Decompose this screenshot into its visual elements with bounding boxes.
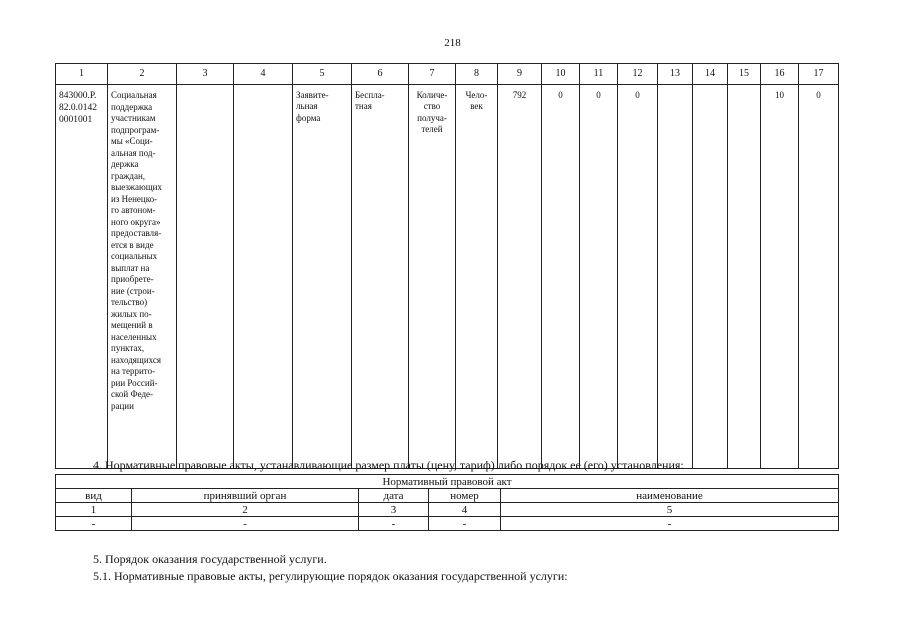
service-description-cell: Социальная поддержка участникам подпрограм- мы «Соци- альная под- держка граждан, выезжающих из Ненецко- го автоном- ного округа» предоставля- ется в виде социальных выплат на приобрете- ние (строи- тельство) жилых по- мещений в населенных пунктах, находящихся на террито- рии Россий- ской Феде- рации	[108, 85, 177, 469]
table-header-row	[56, 489, 839, 503]
section-5-heading: 5. Порядок оказания государственной услуги.	[93, 552, 327, 566]
column-header: наименование	[501, 489, 839, 503]
table-row	[56, 503, 839, 517]
column-header: 16	[761, 64, 799, 85]
value-cell: 0	[618, 85, 658, 469]
table-cell: -	[132, 517, 359, 531]
value-cell: 0	[799, 85, 839, 469]
payment-type-cell: Беспла- тная	[352, 85, 409, 469]
table-cell: -	[429, 517, 501, 531]
table-cell: -	[359, 517, 429, 531]
column-header: 7	[409, 64, 456, 85]
unit-cell: Чело- век	[456, 85, 498, 469]
column-header: 2	[108, 64, 177, 85]
column-number: 3	[359, 503, 429, 517]
column-header: 8	[456, 64, 498, 85]
value-cell: 0	[542, 85, 580, 469]
column-header: 4	[234, 64, 293, 85]
column-number: 4	[429, 503, 501, 517]
column-header: 10	[542, 64, 580, 85]
column-header: 1	[56, 64, 108, 85]
column-header: номер	[429, 489, 501, 503]
column-number: 2	[132, 503, 359, 517]
provision-form-cell: Заявите- льная форма	[293, 85, 352, 469]
table-group-header-row	[56, 475, 839, 489]
value-cell: 0	[580, 85, 618, 469]
registry-code-cell: 843000.Р. 82.0.0142 0001001	[56, 85, 108, 469]
column-number: 1	[56, 503, 132, 517]
column-header: 6	[352, 64, 409, 85]
column-header: 15	[728, 64, 761, 85]
column-number: 5	[501, 503, 839, 517]
group-header: Нормативный правовой акт	[56, 475, 839, 489]
table-header-row	[56, 64, 839, 85]
page-number: 218	[444, 37, 461, 49]
column-header: 3	[177, 64, 234, 85]
value-cell	[728, 85, 761, 469]
section-5-1-heading: 5.1. Нормативные правовые акты, регулирующие порядок оказания государственной услуги:	[93, 569, 568, 583]
column-header: дата	[359, 489, 429, 503]
section-4-heading: 4. Нормативные правовые акты, устанавливающие размер платы (цену, тариф) либо порядок ее (его) установления:	[93, 458, 684, 472]
value-cell	[658, 85, 693, 469]
value-cell: 792	[498, 85, 542, 469]
table-cell	[177, 85, 234, 469]
table-row	[56, 85, 839, 469]
table-cell: -	[56, 517, 132, 531]
column-header: 9	[498, 64, 542, 85]
column-header: вид	[56, 489, 132, 503]
table-cell	[234, 85, 293, 469]
column-header: 14	[693, 64, 728, 85]
column-header: 12	[618, 64, 658, 85]
service-indicators-table	[55, 63, 839, 469]
value-cell	[693, 85, 728, 469]
table-row	[56, 517, 839, 531]
column-header: 5	[293, 64, 352, 85]
table-cell: -	[501, 517, 839, 531]
column-header: 13	[658, 64, 693, 85]
column-header: принявший орган	[132, 489, 359, 503]
column-header: 11	[580, 64, 618, 85]
normative-acts-table	[55, 474, 839, 531]
indicator-name-cell: Количе- ство получа- телей	[409, 85, 456, 469]
column-header: 17	[799, 64, 839, 85]
value-cell: 10	[761, 85, 799, 469]
